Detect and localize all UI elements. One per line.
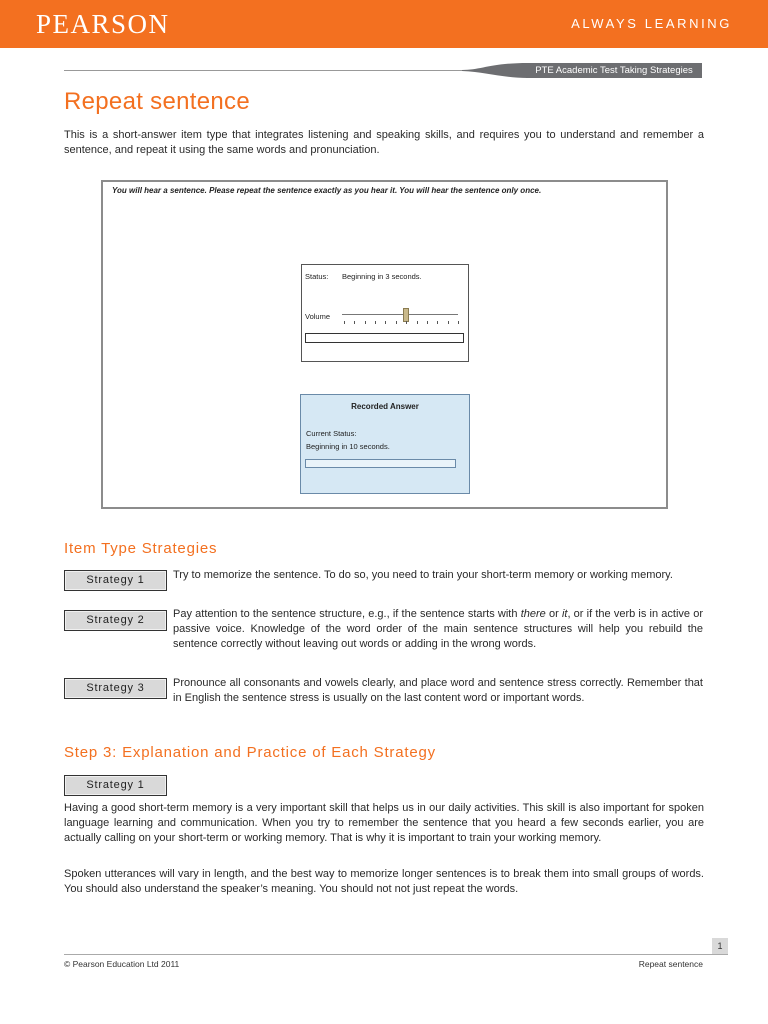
- recording-progress-bar: [305, 459, 456, 468]
- current-status-value: Beginning in 10 seconds.: [306, 442, 390, 451]
- volume-tick: [344, 321, 345, 324]
- footer-copyright: © Pearson Education Ltd 2011: [64, 959, 180, 969]
- volume-tick: [385, 321, 386, 324]
- volume-tick: [396, 321, 397, 324]
- status-value: Beginning in 3 seconds.: [342, 272, 422, 281]
- volume-tick: [375, 321, 376, 324]
- volume-tick: [354, 321, 355, 324]
- volume-tick: [365, 321, 366, 324]
- demo-instruction: You will hear a sentence. Please repeat the sentence exactly as you hear it. You will hear the sentence only once.: [112, 186, 542, 195]
- volume-tick: [417, 321, 418, 324]
- step3-paragraph-2: Spoken utterances will vary in length, and the best way to memorize longer sentences is to break them into small groups of words. You should also understand the speaker’s meaning. You should not not just repeat the words.: [64, 868, 704, 895]
- footer-rule: [64, 954, 728, 955]
- volume-tick: [458, 321, 459, 324]
- item-type-strategies-heading: Item Type Strategies: [64, 540, 218, 557]
- volume-tick: [437, 321, 438, 324]
- strategy-1-text: Try to memorize the sentence. To do so, you need to train your short-term memory or working memory.: [173, 569, 673, 581]
- strategy-2-label: Strategy 2: [64, 610, 167, 631]
- status-panel: [301, 264, 469, 362]
- volume-tick: [448, 321, 449, 324]
- strategy-1-label: Strategy 1: [64, 570, 167, 591]
- footer-section: Repeat sentence: [638, 959, 703, 969]
- header-rule: [64, 70, 464, 71]
- running-title-swoosh: [462, 63, 528, 78]
- tagline: ALWAYS LEARNING: [571, 16, 732, 31]
- step3-heading: Step 3: Explanation and Practice of Each Strategy: [64, 744, 436, 761]
- header-bar: [0, 0, 768, 48]
- volume-label: Volume: [305, 312, 331, 321]
- status-progress-bar: [305, 333, 464, 343]
- intro-paragraph: This is a short-answer item type that integrates listening and speaking skills, and requires you to understand and remember a sentence, and repeat it using the same words and pronunciation.: [64, 129, 704, 156]
- strategy-3-text: Pronounce all consonants and vowels clearly, and place word and sentence stress correctly. Remember that in English the sentence stress is usually on the last content word or important words.: [173, 677, 703, 704]
- page-number: 1: [712, 938, 728, 954]
- step3-paragraph-1: Having a good short-term memory is a very important skill that helps us in our daily activities. This skill is also important for spoken language learning and communication. When you try to remember the sentence that you heard a few seconds earlier, you are actually calling on your short-term or working memory. That is why it is important to train your working memory.: [64, 802, 704, 844]
- pearson-logo: PEARSON: [36, 9, 170, 39]
- volume-tick: [406, 321, 407, 324]
- page-title: Repeat sentence: [64, 88, 250, 115]
- recorded-answer-panel: [300, 394, 470, 494]
- volume-tick: [427, 321, 428, 324]
- step3-strategy-1-label: Strategy 1: [64, 775, 167, 796]
- demo-screenshot: [101, 180, 668, 509]
- recorded-answer-title: Recorded Answer: [351, 402, 419, 411]
- volume-slider-thumb[interactable]: [403, 308, 409, 322]
- strategy-3-label: Strategy 3: [64, 678, 167, 699]
- status-label: Status:: [305, 272, 329, 281]
- running-title: PTE Academic Test Taking Strategies: [526, 63, 702, 78]
- current-status-label: Current Status:: [306, 429, 357, 438]
- volume-slider-track[interactable]: [342, 314, 458, 315]
- strategy-2-text: Pay attention to the sentence structure, e.g., if the sentence starts with there or it, or if the verb is in active or passive voice. Knowledge of the word order of the main sentence structures will help you rebuild the sentence correctly without leaving out words or adding in the wrong words.: [173, 608, 703, 650]
